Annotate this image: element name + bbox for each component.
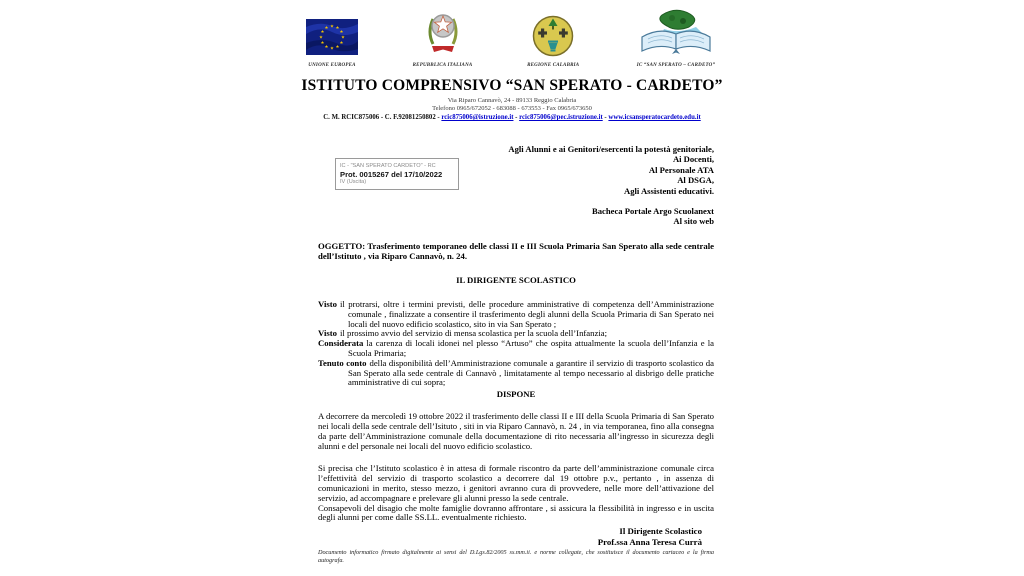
recipient-line: Al DSGA, [677, 175, 714, 186]
premise-label: Considerata [318, 338, 364, 349]
recipient-line: Agli Alunni e ai Genitori/esercenti la potestà genitoriale, [508, 144, 714, 154]
document-page [300, 0, 724, 564]
premise-label: Visto [318, 299, 337, 310]
publication-line: Bacheca Portale Argo Scuolanext [592, 206, 714, 217]
eu-star-icon: ★ [339, 41, 344, 46]
codes-separator: - [602, 114, 609, 121]
logo-calabria [527, 15, 579, 68]
eu-star-icon: ★ [341, 35, 345, 41]
premise-item [318, 339, 714, 359]
header-logos [300, 7, 724, 68]
logo-caption-school: IC “SAN SPERATO – CARDETO” [636, 63, 716, 68]
publication-block [300, 206, 724, 227]
subject-line: OGGETTO: Trasferimento temporaneo delle classi II e III Scuola Primaria San Sperato alla sede centrale dell’Istituto , via Riparo Cannavò, n. 24. [318, 240, 714, 262]
body-paragraph: Consapevoli del disagio che molte famiglie dovranno affrontare , si assicura la flessibilità in ingresso e in uscita degli alunni per come dalle SS.LL. eventualmente richiesto. [318, 502, 714, 523]
signature-name: Prof.ssa Anna Teresa Currà [597, 536, 702, 547]
eu-star-icon: ★ [330, 46, 334, 52]
school-book-logo-icon [634, 7, 718, 57]
recipient-line: Al Personale ATA [648, 164, 714, 175]
logo-italy [413, 10, 473, 68]
publication-line: Al sito web [673, 216, 714, 227]
premise-text: della disponibilità dell’Amministrazione comunale a garantire il servizio di trasporto scolastico da San Sperato alla sede centrale di Cannavò , limitatamente al tempo necessario al disbrigo delle pratiche amministrative di cui sopra; [348, 357, 714, 388]
premise-item [318, 359, 714, 388]
codes-line [300, 114, 724, 121]
premise-text: la carenza di locali idonei nel plesso “Artuso” che ospita attualmente la scuola dell’Infanzia e la Scuola Primaria; [348, 338, 714, 359]
body-paragraph: Si precisa che l’Istituto scolastico è in attesa di formale riscontro da parte dell’amministrazione comunale circa l’effettività del servizio di trasporto scolastico a decorrere dal 19 ottobre p.v., pertanto , in assenza di comunicazioni in merito, stesso mezzo, i genitori avranno cura di provvedere, nelle more dell’attivazione del servizio, ad accompagnare e prelevare gli alunni presso la sede centrale. [318, 463, 714, 503]
premise-item [318, 300, 714, 329]
recipients-block [508, 144, 714, 196]
protocol-office-line: IC - "SAN SPERATO CARDETO" - RC [340, 163, 436, 169]
regione-calabria-emblem-icon [532, 15, 574, 57]
eu-star-icon: ★ [324, 26, 329, 31]
eu-star-icon: ★ [320, 41, 325, 46]
codes-separator: - [513, 114, 520, 121]
letterhead-address-block [300, 97, 724, 113]
eu-star-icon: ★ [339, 30, 344, 35]
digital-signature-note: Documento informatico firmato digitalmente ai sensi del D.Lgs.82/2005 ss.mm.ii. e norme collegate, che sostituisce il documento cartaceo e la firma autografa. [318, 548, 714, 564]
logo-caption-italy: REPUBBLICA ITALIANA [412, 63, 473, 68]
premise-label: Tenuto conto [318, 357, 367, 368]
protocol-stamp [335, 158, 459, 190]
signature-block [318, 526, 714, 547]
signature-role: Il Dirigente Scolastico [619, 526, 702, 537]
logo-school [634, 7, 718, 68]
premise-label: Visto [318, 328, 337, 339]
protocol-register-line: IV (Uscita) [340, 179, 367, 185]
institute-title: ISTITUTO COMPRENSIVO “SAN SPERATO - CARDETO” [301, 77, 723, 94]
pec-link[interactable]: rcic875006@pec.istruzione.it [519, 114, 603, 121]
website-link[interactable]: www.icsansperatocardeto.edu.it [608, 114, 701, 121]
addressee-row [300, 144, 724, 196]
document-body [300, 241, 724, 564]
heading-dispone: DISPONE [496, 389, 536, 400]
heading-dirigente: IL DIRIGENTE SCOLASTICO [456, 275, 576, 286]
codes-prefix: C. M. RCIC875006 - C. F.92081250802 - [323, 114, 442, 121]
eu-star-icon: ★ [319, 35, 323, 41]
body-paragraph: A decorrere da mercoledì 19 ottobre 2022 il trasferimento delle classi II e III della Scuola Primaria di San Sperato nei locali della sede centrale dell’Isituto , siti in via Riparo Cannavò, n. 24 , in via temporanea, fino alla consegna da parte dell’Amministrazione comunale della documentazione di rito necessaria all’ingresso in sicurezza degli alunni e del personale nei locali del nuovo edificio scolastico. [318, 411, 714, 451]
phone-line: Telefono 0965/672052 - 683088 - 673553 - Fax 0965/673650 [432, 105, 592, 112]
logo-eu [306, 19, 358, 68]
address-line: Via Riparo Cannavò, 24 - 89133 Reggio Calabria [447, 97, 577, 104]
italian-republic-emblem-icon [426, 10, 460, 57]
eu-star-icon: ★ [335, 45, 340, 50]
eu-star-icon: ★ [324, 45, 329, 50]
recipient-line: Agli Assistenti educativi. [624, 185, 714, 196]
eu-flag-icon [306, 19, 358, 57]
premises-list [318, 300, 714, 388]
eu-star-icon: ★ [320, 30, 325, 35]
premise-text: il prossimo avvio del servizio di mensa scolastica per la scuola dell’Infanzia; [339, 328, 608, 339]
logo-caption-calabria: REGIONE CALABRIA [527, 63, 580, 68]
protocol-number-line: Prot. 0015267 del 17/10/2022 [340, 170, 443, 179]
email-link[interactable]: rcic875006@istruzione.it [441, 114, 514, 121]
logo-caption-eu: UNIONE EUROPEA [308, 63, 356, 68]
eu-star-icon: ★ [330, 24, 334, 30]
recipient-line: Ai Docenti, [672, 154, 714, 165]
premise-text: il protrarsi, oltre i termini previsti, delle procedure amministrative di competenza dell’Amministrazione comunale , finalizzate a consentire il trasferimento degli alunni della Scuola Primaria di San Sperato nei locali del nuovo edificio scolastico, sito in via San Sperato ; [339, 299, 714, 329]
eu-star-icon: ★ [335, 26, 340, 31]
